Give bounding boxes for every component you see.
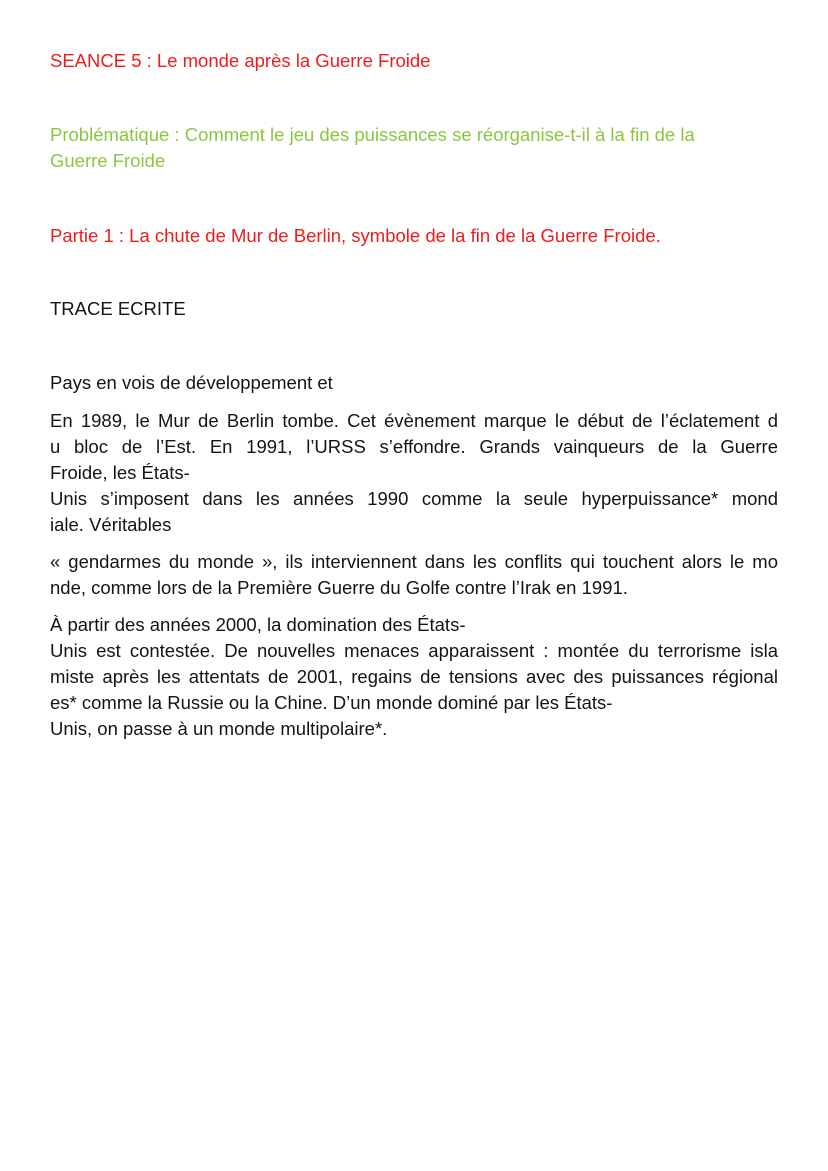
paragraph2-line: nde, comme lors de la Première Guerre du Golfe contre l’Irak en 1991. (50, 577, 628, 598)
seance-title: SEANCE 5 : Le monde après la Guerre Froide (50, 50, 431, 71)
partie1-title: Partie 1 : La chute de Mur de Berlin, symbole de la fin de la Guerre Froide. (50, 225, 661, 246)
problematique-line-2: Guerre Froide (50, 150, 166, 171)
paragraph1-line: En 1989, le Mur de Berlin tombe. Cet évènement marque le début de l’éclatement d (50, 410, 778, 431)
paragraph1-line: iale. Véritables (50, 514, 172, 535)
problematique-line-1: Problématique : Comment le jeu des puissances se réorganise-t-il à la fin de la (50, 124, 695, 145)
paragraph1-line: u bloc de l’Est. En 1991, l’URSS s’effondre. Grands vainqueurs de la Guerre (50, 436, 778, 457)
paragraph2-line: « gendarmes du monde », ils interviennent dans les conflits qui touchent alors le mo (50, 551, 778, 572)
trace-heading: TRACE ECRITE (50, 298, 186, 319)
paragraph3-line: Unis, on passe à un monde multipolaire*. (50, 718, 388, 739)
paragraph3-line: es* comme la Russie ou la Chine. D’un monde dominé par les États- (50, 692, 613, 713)
paragraph3-line: Unis est contestée. De nouvelles menaces apparaissent : montée du terrorisme isla (50, 640, 778, 661)
paragraph1-line: Froide, les États- (50, 462, 190, 483)
paragraph3-line: À partir des années 2000, la domination des États- (50, 614, 466, 635)
intro-line: Pays en vois de développement et (50, 372, 333, 393)
paragraph3-line: miste après les attentats de 2001, regains de tensions avec des puissances régional (50, 666, 778, 687)
paragraph1-line: Unis s’imposent dans les années 1990 comme la seule hyperpuissance* mond (50, 488, 778, 509)
